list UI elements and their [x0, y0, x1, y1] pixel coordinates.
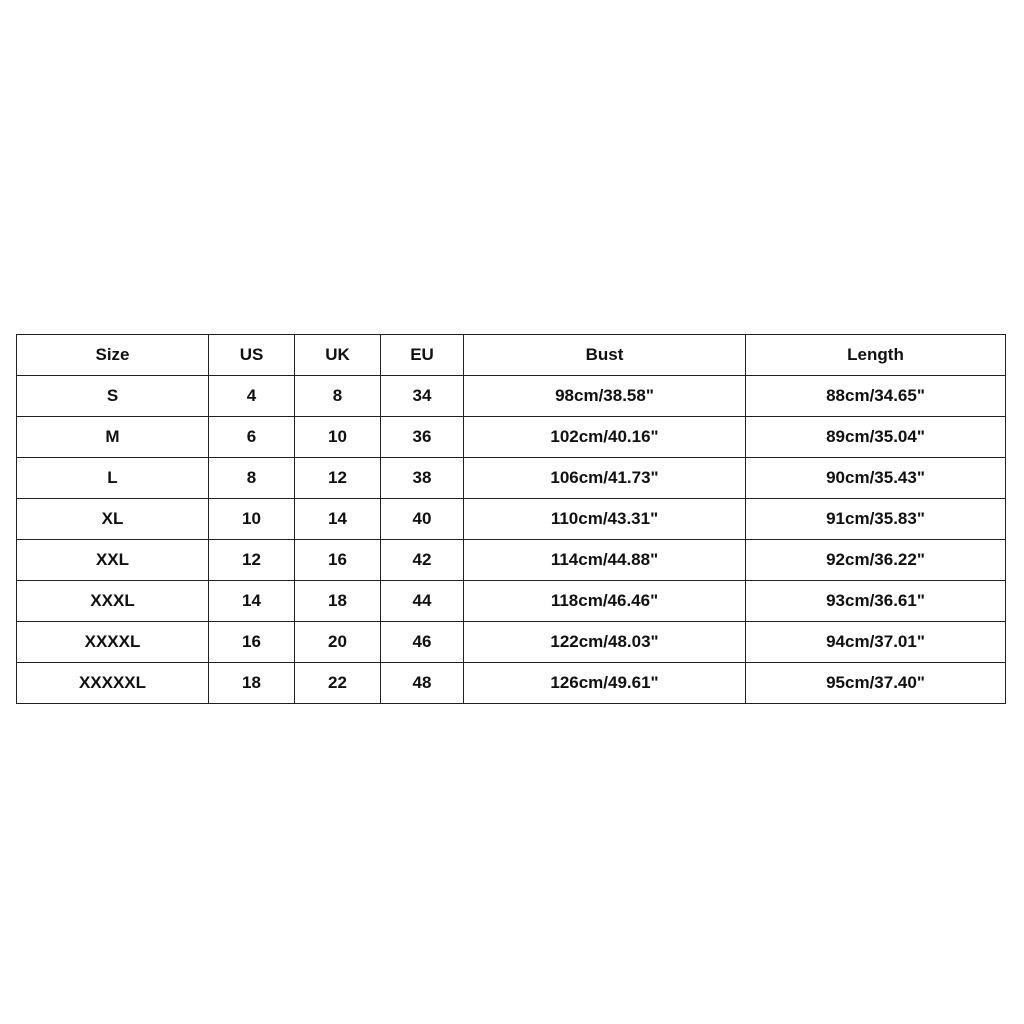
us-cell: 6	[209, 417, 295, 458]
eu-cell: 34	[381, 376, 464, 417]
size-cell: S	[17, 376, 209, 417]
eu-cell: 42	[381, 540, 464, 581]
column-header-bust: Bust	[464, 335, 746, 376]
eu-cell: 38	[381, 458, 464, 499]
size-cell: XXXXL	[17, 622, 209, 663]
eu-cell: 48	[381, 663, 464, 704]
table-row	[17, 417, 1006, 458]
header-row	[17, 335, 1006, 376]
length-cell: 90cm/35.43"	[746, 458, 1006, 499]
length-cell: 89cm/35.04"	[746, 417, 1006, 458]
uk-cell: 22	[295, 663, 381, 704]
length-cell: 95cm/37.40"	[746, 663, 1006, 704]
column-header-eu: EU	[381, 335, 464, 376]
table-row	[17, 581, 1006, 622]
uk-cell: 12	[295, 458, 381, 499]
bust-cell: 110cm/43.31"	[464, 499, 746, 540]
table-row	[17, 376, 1006, 417]
us-cell: 12	[209, 540, 295, 581]
eu-cell: 46	[381, 622, 464, 663]
column-header-uk: UK	[295, 335, 381, 376]
size-cell: XXXXXL	[17, 663, 209, 704]
bust-cell: 106cm/41.73"	[464, 458, 746, 499]
us-cell: 14	[209, 581, 295, 622]
table-row	[17, 499, 1006, 540]
uk-cell: 14	[295, 499, 381, 540]
size-cell: M	[17, 417, 209, 458]
eu-cell: 40	[381, 499, 464, 540]
size-cell: XXL	[17, 540, 209, 581]
table-row	[17, 622, 1006, 663]
uk-cell: 10	[295, 417, 381, 458]
length-cell: 94cm/37.01"	[746, 622, 1006, 663]
length-cell: 92cm/36.22"	[746, 540, 1006, 581]
bust-cell: 102cm/40.16"	[464, 417, 746, 458]
column-header-us: US	[209, 335, 295, 376]
us-cell: 8	[209, 458, 295, 499]
bust-cell: 118cm/46.46"	[464, 581, 746, 622]
bust-cell: 122cm/48.03"	[464, 622, 746, 663]
us-cell: 4	[209, 376, 295, 417]
table-row	[17, 663, 1006, 704]
us-cell: 18	[209, 663, 295, 704]
bust-cell: 114cm/44.88"	[464, 540, 746, 581]
column-header-length: Length	[746, 335, 1006, 376]
uk-cell: 16	[295, 540, 381, 581]
length-cell: 91cm/35.83"	[746, 499, 1006, 540]
us-cell: 10	[209, 499, 295, 540]
size-cell: L	[17, 458, 209, 499]
length-cell: 93cm/36.61"	[746, 581, 1006, 622]
eu-cell: 36	[381, 417, 464, 458]
uk-cell: 20	[295, 622, 381, 663]
eu-cell: 44	[381, 581, 464, 622]
us-cell: 16	[209, 622, 295, 663]
bust-cell: 126cm/49.61"	[464, 663, 746, 704]
size-cell: XXXL	[17, 581, 209, 622]
uk-cell: 8	[295, 376, 381, 417]
size-cell: XL	[17, 499, 209, 540]
size-chart-table	[16, 334, 1006, 704]
table-row	[17, 540, 1006, 581]
length-cell: 88cm/34.65"	[746, 376, 1006, 417]
bust-cell: 98cm/38.58"	[464, 376, 746, 417]
table-row	[17, 458, 1006, 499]
column-header-size: Size	[17, 335, 209, 376]
uk-cell: 18	[295, 581, 381, 622]
